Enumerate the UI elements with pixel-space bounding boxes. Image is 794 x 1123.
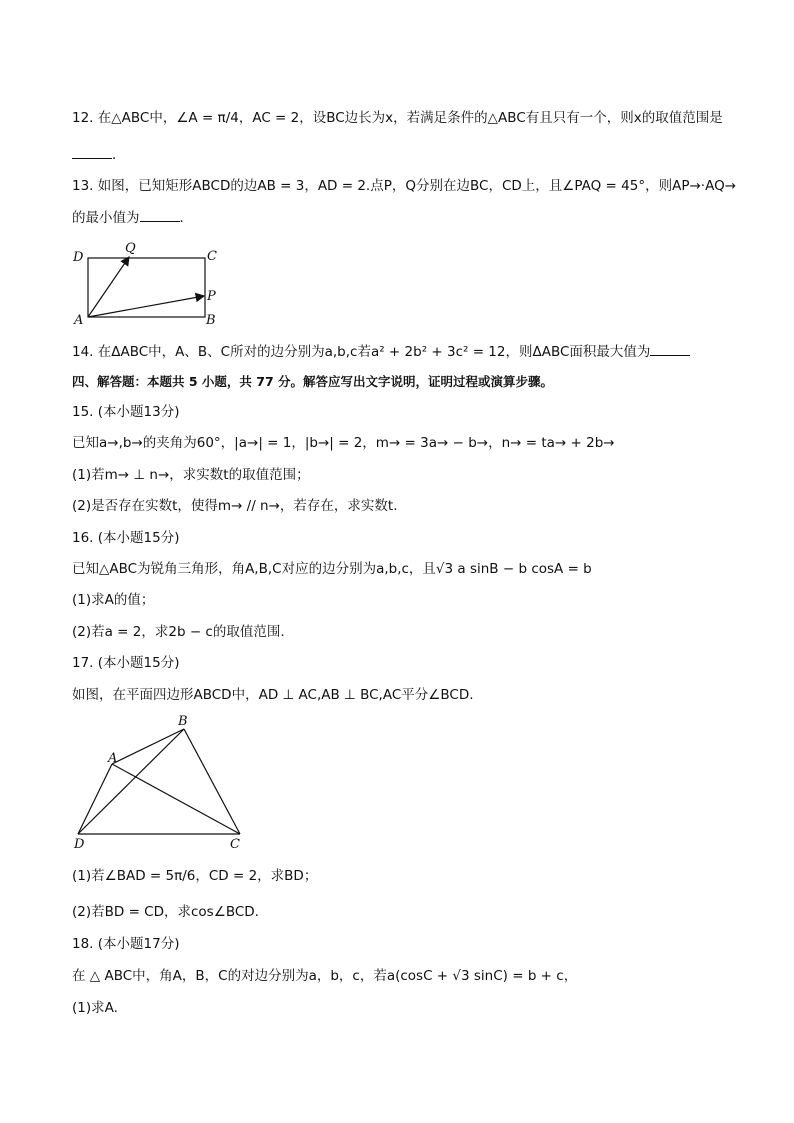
section4-heading: 四、解答题：本题共 5 小题，共 77 分。解答应写出文字说明，证明过程或演算步骤。 [72,374,554,389]
label-A: A [108,751,118,766]
quadrilateral-figure [70,710,260,852]
label-C: C [230,837,240,852]
q12-line2 [72,144,126,165]
label-B: B [178,714,188,729]
q12-end: ． [112,147,126,163]
label-P: P [207,289,216,304]
segment-AB [112,729,184,764]
answer-blank [140,207,180,222]
q17-part1: (1)若∠BAD = 5π/6，CD = 2，求BD； [72,868,318,884]
q14-text: 14. 在ΔABC中，A、B、C所对的边分别为a,b,c若a² + 2b² + 3c² = 12，则ΔABC面积最大值为 [72,344,651,360]
answer-blank [650,341,690,356]
q18-stem: 在 △ ABC中，角A，B，C的对边分别为a，b，c，若a(cosC + √3 sinC) = b + c， [72,968,578,984]
q17-part2: (2)若BD = CD，求cos∠BCD. [72,904,259,920]
q18-part1: (1)求A. [72,1000,118,1016]
q15-part2: (2)是否存在实数t，使得m→ // n→，若存在，求实数t. [72,498,398,514]
q15-part1: (1)若m→ ⊥ n→，求实数t的取值范围； [72,467,310,483]
q13-line1: 13. 如图，已知矩形ABCD的边AB = 3，AD = 2.点P，Q分别在边BC，CD上，且∠PAQ = 45°，则AP→·AQ→ [72,178,737,194]
q15-title: 15. (本小题13分) [72,404,180,420]
q17-stem: 如图，在平面四边形ABCD中，AD ⊥ AC,AB ⊥ BC,AC平分∠BCD. [72,687,474,703]
q15-stem: 已知a→,b→的夹角为60°，|a→| = 1，|b→| = 2，m→ = 3a→ − b→，n→ = ta→ + 2b→ [72,435,615,451]
label-Q: Q [125,241,136,256]
q13-line2 [72,207,193,228]
q16-stem: 已知△ABC为锐角三角形，角A,B,C对应的边分别为a,b,c，且√3 a sinB − b cosA = b [72,561,592,577]
q12-line1: 12. 在△ABC中，∠A = π/4，AC = 2，设BC边长为x，若满足条件的△ABC有且只有一个，则x的取值范围是 [72,110,723,126]
vector-AP [88,296,204,317]
rectangle-figure [70,236,230,328]
q16-part1: (1)求A的值； [72,592,155,608]
q13-prompt: 的最小值为 [72,210,140,226]
q18-title: 18. (本小题17分) [72,936,180,952]
rect-ABCD [88,258,205,317]
answer-blank [72,144,112,159]
q13-end: ． [179,210,193,226]
segment-DB [78,729,184,834]
label-B: B [206,313,216,328]
vector-AQ [88,257,129,317]
q17-title: 17. (本小题15分) [72,655,180,671]
segment-DA [78,764,112,834]
label-C: C [207,249,217,264]
label-A: A [74,313,84,328]
label-D: D [73,250,84,265]
q14-line [72,341,690,362]
q16-title: 16. (本小题15分) [72,530,180,546]
label-D: D [74,837,85,852]
q16-part2: (2)若a = 2，求2b − c的取值范围. [72,624,285,640]
